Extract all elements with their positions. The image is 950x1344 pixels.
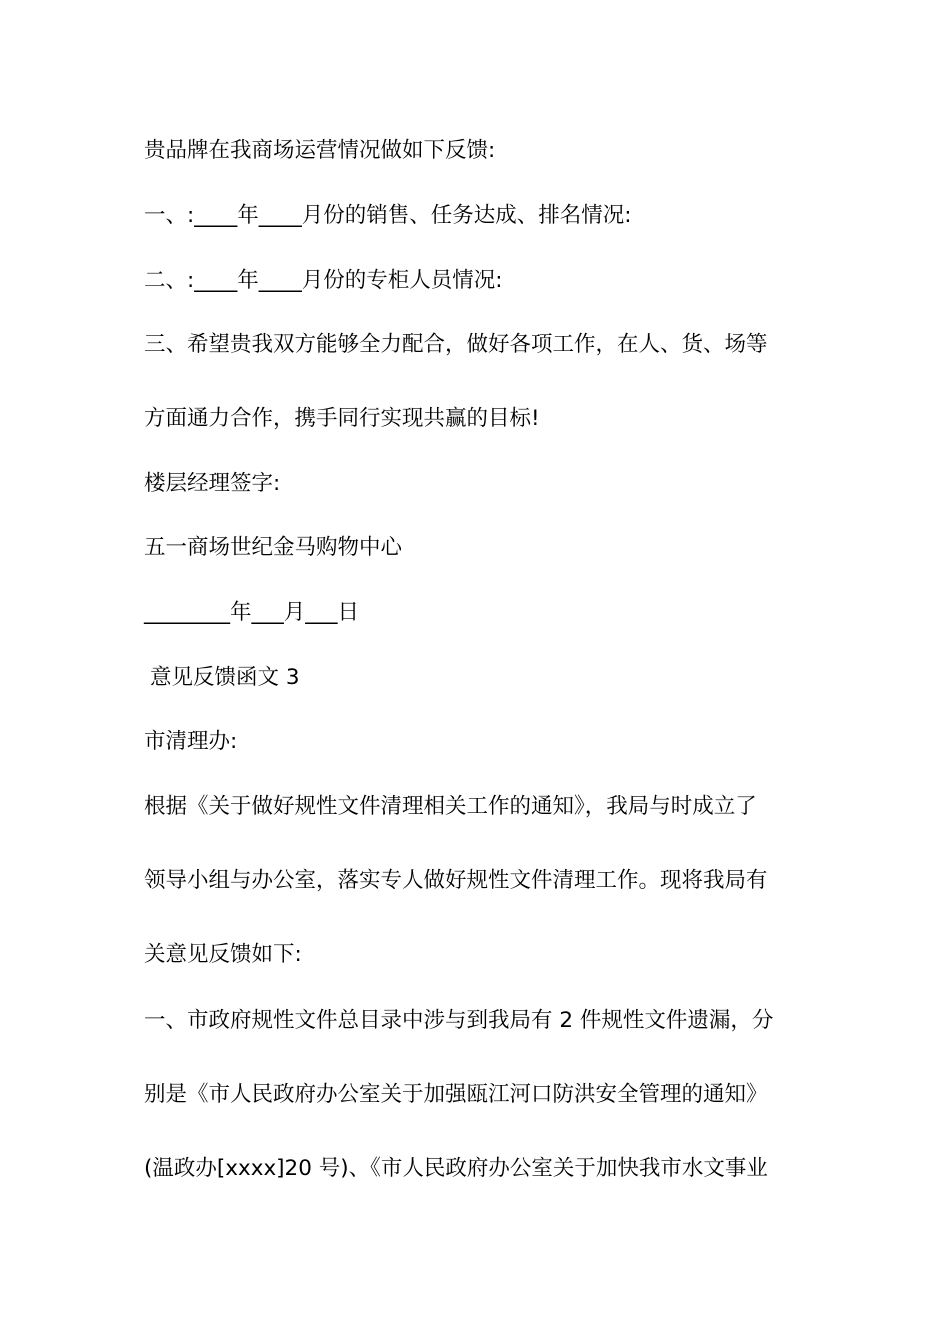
staff-status-item: 二、:____年____月份的专柜人员情况: xyxy=(144,268,503,293)
body-paragraph-line-1: 根据《关于做好规性文件清理相关工作的通知》，我局与时成立了 xyxy=(144,794,757,819)
item-one-line-2: 别是《市人民政府办公室关于加强瓯江河口防洪安全管理的通知》 xyxy=(144,1082,768,1107)
mall-name: 五一商场世纪金马购物中心 xyxy=(144,535,403,560)
cooperation-item-line-1: 三、希望贵我双方能够全力配合，做好各项工作，在人、货、场等 xyxy=(144,332,768,357)
floor-manager-signature: 楼层经理签字: xyxy=(144,471,281,496)
cooperation-item-line-2: 方面通力合作，携手同行实现共赢的目标! xyxy=(144,406,540,431)
recipient-line: 市清理办: xyxy=(144,729,238,754)
body-paragraph-line-2: 领导小组与办公室，落实专人做好规性文件清理工作。现将我局有 xyxy=(144,868,768,893)
sales-status-item: 一、:____年____月份的销售、任务达成、排名情况: xyxy=(144,203,632,228)
feedback-intro-line: 贵品牌在我商场运营情况做如下反馈: xyxy=(144,138,496,163)
item-one-line-1: 一、市政府规性文件总目录中涉与到我局有 2 件规性文件遗漏，分 xyxy=(144,1008,774,1033)
body-paragraph-line-3: 关意见反馈如下: xyxy=(144,942,302,967)
section-heading: 意见反馈函文 3 xyxy=(150,665,300,690)
date-line: ________年___月___日 xyxy=(144,600,360,625)
item-one-line-3: (温政办[xxxx]20 号)、《市人民政府办公室关于加快我市水文事业 xyxy=(144,1156,768,1181)
